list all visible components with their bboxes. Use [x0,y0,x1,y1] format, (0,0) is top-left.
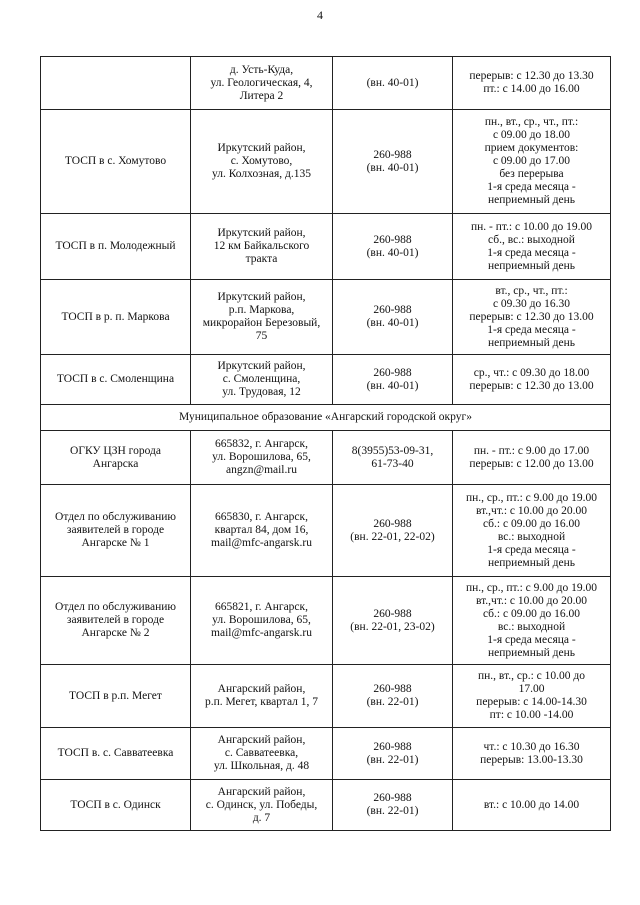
page-number: 4 [317,8,323,22]
office-phone-cell: 260-988 (вн. 22-01) [333,728,453,780]
office-name-cell: Отдел по обслуживанию заявителей в городе Ангарске № 2 [41,577,191,665]
office-phone-cell: (вн. 40-01) [333,57,453,110]
section-row [41,405,611,431]
office-address-cell: Ангарский район, с. Одинск, ул. Победы, д. 7 [191,780,333,831]
office-address-cell: Иркутский район, 12 км Байкальского тракта [191,214,333,280]
table-row [41,665,611,728]
office-hours-cell: пн., ср., пт.: с 9.00 до 19.00 вт.,чт.: с 10.00 до 20.00 сб.: с 09.00 до 16.00 вс.: выходной 1-я среда месяца - неприемный день [453,485,611,577]
office-phone-cell: 260-988 (вн. 40-01) [333,355,453,405]
office-name-cell: ТОСП в с. Смоленщина [41,355,191,405]
office-name-cell: ТОСП в п. Молодежный [41,214,191,280]
office-phone-cell: 260-988 (вн. 40-01) [333,214,453,280]
office-hours-cell: вт., ср., чт., пт.: с 09.30 до 16.30 перерыв: с 12.30 до 13.00 1-я среда месяца - неприемный день [453,280,611,355]
table-row [41,780,611,831]
table-row [41,431,611,485]
office-phone-cell: 260-988 (вн. 22-01, 23-02) [333,577,453,665]
office-name-cell [41,57,191,110]
office-address-cell: Ангарский район, р.п. Мегет, квартал 1, 7 [191,665,333,728]
office-address-cell: Иркутский район, р.п. Маркова, микрорайон Березовый, 75 [191,280,333,355]
office-address-cell: 665832, г. Ангарск, ул. Ворошилова, 65, angzn@mail.ru [191,431,333,485]
office-name-cell: ТОСП в с. Одинск [41,780,191,831]
office-hours-cell: пн. - пт.: с 9.00 до 17.00 перерыв: с 12.00 до 13.00 [453,431,611,485]
office-phone-cell: 260-988 (вн. 40-01) [333,280,453,355]
office-hours-cell: пн., вт., ср., чт., пт.: с 09.00 до 18.00 прием документов: с 09.00 до 17.00 без перерыва 1-я среда месяца - неприемный день [453,110,611,214]
table-row [41,110,611,214]
office-hours-cell: пн., ср., пт.: с 9.00 до 19.00 вт.,чт.: с 10.00 до 20.00 сб.: с 09.00 до 16.00 вс.: выходной 1-я среда месяца - неприемный день [453,577,611,665]
office-phone-cell: 260-988 (вн. 22-01) [333,665,453,728]
service-offices-table [40,56,611,831]
office-hours-cell: пн. - пт.: с 10.00 до 19.00 сб., вс.: выходной 1-я среда месяца - неприемный день [453,214,611,280]
office-hours-cell: перерыв: с 12.30 до 13.30 пт.: с 14.00 до 16.00 [453,57,611,110]
office-address-cell: Ангарский район, с. Савватеевка, ул. Школьная, д. 48 [191,728,333,780]
table-row [41,57,611,110]
office-phone-cell: 260-988 (вн. 40-01) [333,110,453,214]
office-phone-cell: 260-988 (вн. 22-01, 22-02) [333,485,453,577]
table-row [41,485,611,577]
office-name-cell: ОГКУ ЦЗН города Ангарска [41,431,191,485]
office-name-cell: ТОСП в р. п. Маркова [41,280,191,355]
office-phone-cell: 8(3955)53-09-31, 61-73-40 [333,431,453,485]
office-name-cell: ТОСП в с. Хомутово [41,110,191,214]
table-row [41,728,611,780]
section-title: Муниципальное образование «Ангарский городской округ» [41,405,611,431]
table-row [41,280,611,355]
office-address-cell: д. Усть-Куда, ул. Геологическая, 4, Литера 2 [191,57,333,110]
office-address-cell: 665830, г. Ангарск, квартал 84, дом 16, mail@mfc-angarsk.ru [191,485,333,577]
office-phone-cell: 260-988 (вн. 22-01) [333,780,453,831]
office-hours-cell: вт.: с 10.00 до 14.00 [453,780,611,831]
office-name-cell: Отдел по обслуживанию заявителей в городе Ангарске № 1 [41,485,191,577]
office-name-cell: ТОСП в р.п. Мегет [41,665,191,728]
table-row [41,355,611,405]
table-row [41,214,611,280]
office-address-cell: Иркутский район, с. Смоленщина, ул. Трудовая, 12 [191,355,333,405]
office-address-cell: 665821, г. Ангарск, ул. Ворошилова, 65, mail@mfc-angarsk.ru [191,577,333,665]
office-hours-cell: ср., чт.: с 09.30 до 18.00 перерыв: с 12.30 до 13.00 [453,355,611,405]
office-address-cell: Иркутский район, с. Хомутово, ул. Колхозная, д.135 [191,110,333,214]
office-name-cell: ТОСП в. с. Савватеевка [41,728,191,780]
table-row [41,577,611,665]
office-hours-cell: пн., вт., ср.: с 10.00 до 17.00 перерыв: с 14.00-14.30 пт: с 10.00 -14.00 [453,665,611,728]
office-hours-cell: чт.: с 10.30 до 16.30 перерыв: 13.00-13.30 [453,728,611,780]
